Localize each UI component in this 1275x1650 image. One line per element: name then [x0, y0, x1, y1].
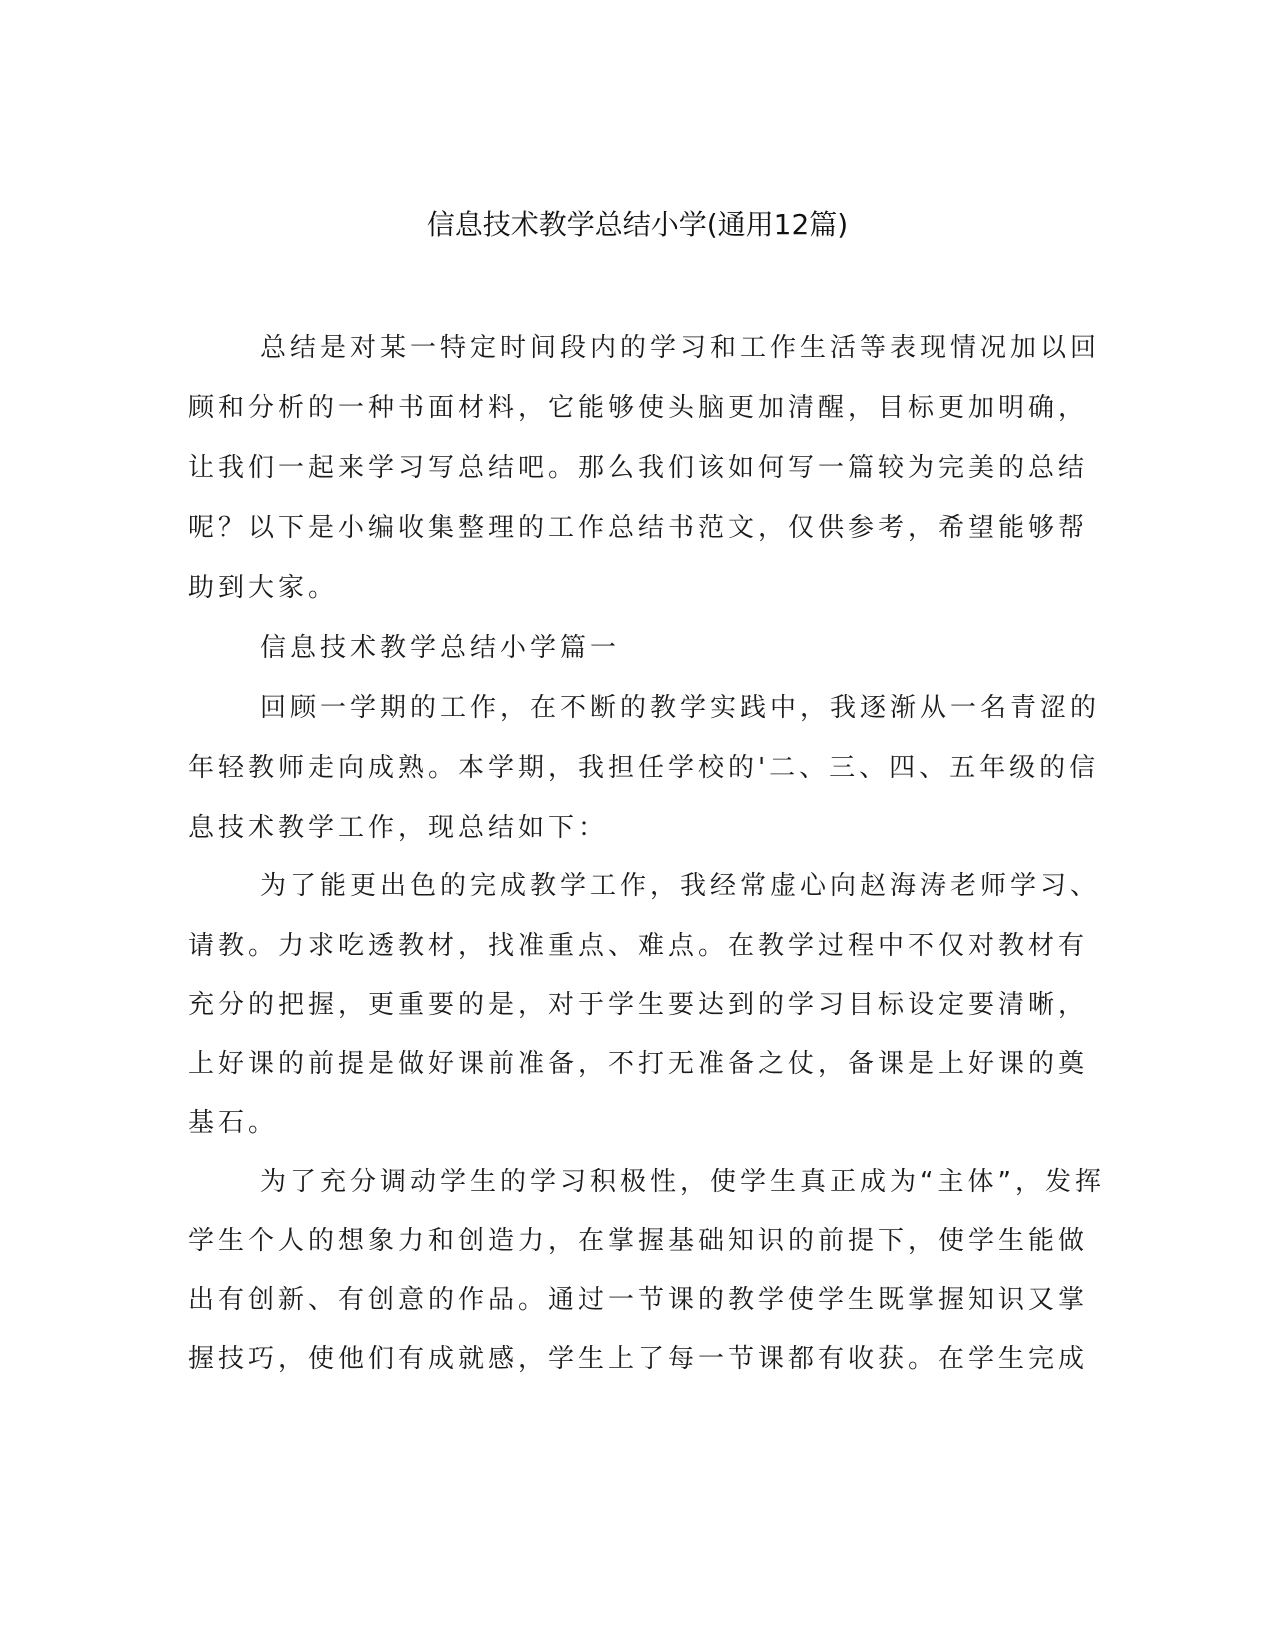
body-line: 为了充分调动学生的学习积极性，使学生真正成为“主体”，发挥 [260, 1167, 1105, 1197]
body-line: 学生个人的想象力和创造力，在掌握基础知识的前提下，使学生能做 [188, 1226, 1089, 1256]
body-line: 为了能更出色的完成教学工作，我经常虚心向赵海涛老师学习、 [260, 871, 1101, 901]
document-title: 信息技术教学总结小学(通用12篇) [426, 208, 849, 241]
body-line: 助到大家。 [188, 573, 339, 603]
body-line: 充分的把握，更重要的是，对于学生要达到的学习目标设定要清晰， [188, 990, 1089, 1020]
body-line: 总结是对某一特定时间段内的学习和工作生活等表现情况加以回 [260, 333, 1101, 363]
body-line: 年轻教师走向成熟。本学期，我担任学校的'二、三、四、五年级的信 [188, 753, 1100, 783]
body-line: 回顾一学期的工作，在不断的教学实践中，我逐渐从一名青涩的 [260, 693, 1101, 723]
body-line: 息技术教学工作，现总结如下： [188, 813, 609, 843]
body-line: 上好课的前提是做好课前准备，不打无准备之仗，备课是上好课的奠 [188, 1049, 1089, 1079]
body-line: 出有创新、有创意的作品。通过一节课的教学使学生既掌握知识又掌 [188, 1285, 1089, 1315]
body-line: 呢？以下是小编收集整理的工作总结书范文，仅供参考，希望能够帮 [188, 513, 1089, 543]
body-line: 握技巧，使他们有成就感，学生上了每一节课都有收获。在学生完成 [188, 1344, 1089, 1374]
body-line: 顾和分析的一种书面材料，它能够使头脑更加清醒，目标更加明确， [188, 393, 1089, 423]
body-line: 让我们一起来学习写总结吧。那么我们该如何写一篇较为完美的总结 [188, 453, 1089, 483]
body-line: 请教。力求吃透教材，找准重点、难点。在教学过程中不仅对教材有 [188, 931, 1089, 961]
section-heading: 信息技术教学总结小学篇一 [260, 633, 621, 663]
body-line: 基石。 [188, 1108, 279, 1138]
